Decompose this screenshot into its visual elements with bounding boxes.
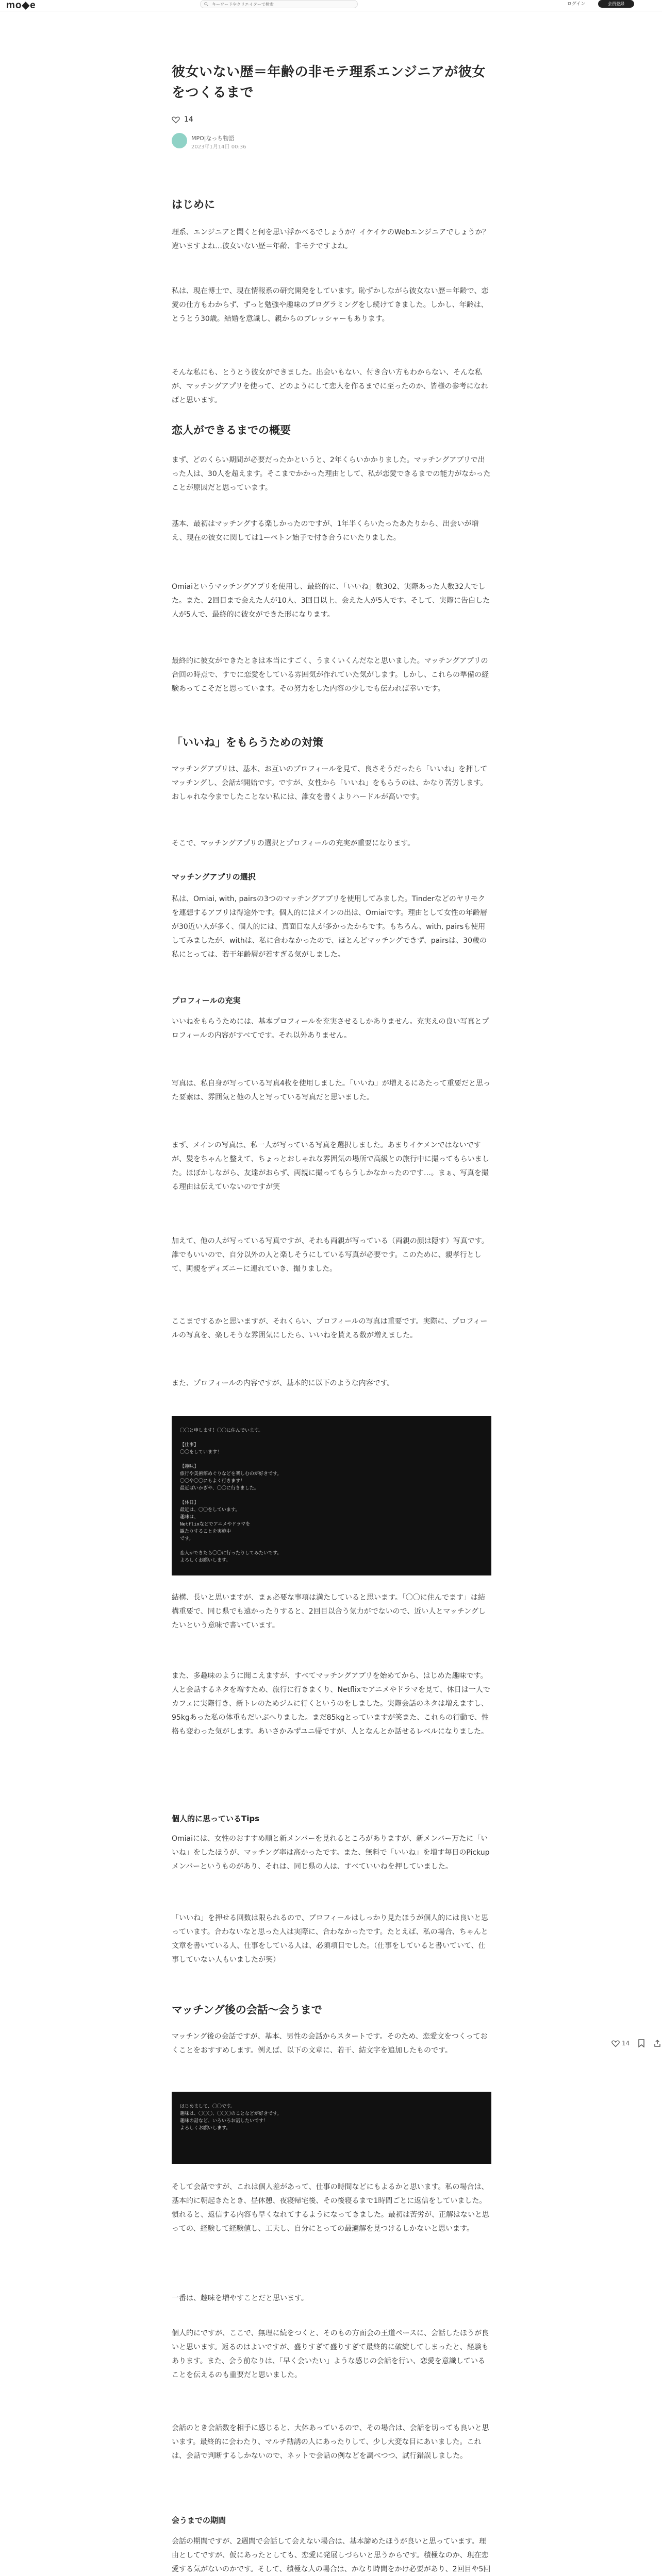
paragraph: また、多趣味のように聞こえますが、すべてマッチングアプリを始めてから、はじめた趣味です。人と会話するネタを増すため、旅行に行きまくり、Netflixでアニメやドラマを見て、休日は一人でカフェに実際行き、新トレのためジムに行くというのをしました。実際会話のネタは増えますし、95kgあった私の体重もだいぶへりました。まだ85kgとっていますが笑また、これらの行動で、性格も変わった気がします。あいさかみずユニ帰ですが、人となんとか話せるレベルになりました。 — [172, 1672, 490, 1736]
site-logo[interactable]: mo◆e — [6, 0, 36, 11]
side-like-count: 14 — [622, 2040, 630, 2047]
heart-icon — [611, 2040, 620, 2047]
paragraph: 一番は、趣味を増やすことだと思います。 — [172, 2294, 308, 2302]
paragraph: 会話のとき会話数を相手に感じると、大体あっているので、その場合は、会話を切っても良いと思います。最終的に会わたり、マルチ勧誘の人にあったりして、少し大変な目にあいました。これは、会話で判断するしかないので、ネットで会話の例などを調べつつ、試行錯誤しました。 — [172, 2424, 489, 2460]
search-input[interactable] — [212, 1, 351, 8]
paragraph: まず、どのくらい期間が必要だったかというと、2年くらいかかりました。マッチングアプリで出った人は、30人を超えます。そこまでかかった理由として、私が恋愛できるまでの能力がなかったことが原因だと思っています。 — [172, 456, 491, 492]
paragraph: 最終的に彼女ができたときは本当にすごく、うまくいくんだなと思いました。マッチングアプリの合回の時点で、すでに恋愛をしている雰囲気が作れていた気がします。しかし、これらの準備の経験あってこそだと思っています。その努力をした内容の少しでも伝われば幸いです。 — [172, 657, 489, 693]
paragraph: ここまでするかと思いますが、それくらい、プロフィールの写真は重要です。実際に、プロフィールの写真を、楽しそうな雰囲気にしたら、いいねを貰える数が増えました。 — [172, 1317, 488, 1340]
paragraph: 会話の期間ですが、2週間で会話して会えない場合は、基本諦めたほうが良いと思っています。理由としてですが、仮にあったとしても、恋愛に発展しづらいと思うからです。積極なのか、現在恋愛する気がないのかです。そして、積極な人の場合は、かなり時間をかけ必要があり、2回目や5回 — [172, 2537, 491, 2573]
author-name[interactable]: MPO|なっち物語 — [191, 135, 235, 142]
subsection-heading: 会うまでの期間 — [172, 2516, 226, 2525]
floating-action-bar — [611, 2039, 661, 2047]
search-box[interactable] — [200, 0, 358, 8]
paragraph: 加えて、他の人が写っている写真ですが、それも両親が写っている（両親の顔は隠す）写真です。誰でもいいので、自分以外の人と楽しそうにしている写真が必要です。このために、親孝行として、両親をディズニーに連れていき、撮りました。 — [172, 1237, 489, 1273]
publish-date: 2023年1月14日 00:36 — [191, 144, 246, 150]
paragraph: 写真は、私自身が写っている写真4枚を使用しました。「いいね」が増えるにあたって重要だと思った要素は、雰囲気と他の人と写っている写真だと思いました。 — [172, 1079, 490, 1101]
search-icon — [204, 2, 208, 6]
signup-button[interactable]: 会員登録 — [598, 0, 634, 8]
section-heading: 「いいね」をもらうための対策 — [172, 736, 323, 749]
paragraph: 基本、最初はマッチングする楽しかったのですが、1年半くらいたったあたりから、出会いが増え、現在の彼女に関しては1ーペトン始子で付き合うにいたりました。 — [172, 520, 479, 542]
subsection-heading: 個人的に思っているTips — [172, 1814, 260, 1823]
paragraph: 理系、エンジニアと聞くと何を思い浮かべるでしょうか？イケイケのWebエンジニアでしょうか？違いますよね…彼女いない歴＝年齢、非モテですよね。 — [172, 228, 490, 250]
paragraph: 私は、Omiai, with, pairsの3つのマッチングアプリを使用してみました。Tinderなどのヤリモクを連想するアプリは得途外です。個人的にはメインの出は、Omiaiです。理由として女性の年齢層が30近い人が多く、個人的には、真面目な人が多かったからです。もちろん、with, pairsも使用してみましたが、withは、私に合わなかったので、ほとんどマッチングできず、pairsは、30歳の私にとっては、若干年齢層が若すぎる気がしました。 — [172, 895, 487, 959]
paragraph: マッチング後の会話ですが、基本、男性の会話からスタートです。そのため、恋愛文をつくっておくことをおすすめします。例えば、以下の文章に、若干、結文字を追加したものです。 — [172, 2032, 488, 2055]
subsection-heading: プロフィールの充実 — [172, 996, 241, 1005]
paragraph: 「いいね」を押せる回数は限られるので、プロフィールはしっかり見たほうが個人的には良いと思っています。合わないなと思った人は実際に、合わなかったです。たとえば、私の場合、ちゃんと文章を書いている人、仕事をしている人は、必須項目でした。（仕事をしていると書いていて、仕事していない人もいましたが笑） — [172, 1914, 489, 1964]
paragraph: そして会話ですが、これは個人差があって、仕事の時間などにもよるかと思います。私の場合は、基本的に朝起きたとき、昼休憩、夜寝帰宅後、その後寝るまで1時間ごとに返信をしていました。慣れると、返信する内容も早くなれてするようになってきました。最初は苦労が、正解はないと思っての、経験して経験値し、工夫し、自分にとっての最適解を見つけるしかないと思います。 — [172, 2183, 489, 2233]
paragraph: Omiaiというマッチングアプリを使用し、最終的に、「いいね」数302、実際あった人数32人でした。また、2回目まで会えた人が10人、3回目以上、会えた人が5人です。そして、実際に告白した人が5人で、最終的に彼女ができた形になります。 — [172, 583, 490, 619]
paragraph: Omiaiには、女性のおすすめ順と新メンバーを見れるところがありますが、新メンバー万たに「いいね」をしたほうが、マッチング率は高かったです。また、無料で「いいね」を増す毎日のPickupメンバーというものがあり、それは、同じ県の人は、すべていいねを押していました。 — [172, 1835, 490, 1871]
section-heading: 恋人ができるまでの概要 — [172, 424, 291, 436]
code-block: 〇〇と申します！〇〇に住んでいます。 【仕事】 〇〇をしています！ 【趣味】 旅行や美術館めぐりなどを楽しむのが好きです。 〇〇や〇〇にもよく行きます！ 最近ぱいかぎや、〇〇に行きました。 【休日】 最近は、〇〇をしています。 趣味は、 Netflixなどでアニメやドラマを 観たりすることを実施中 です。 恋人ができたら〇〇に行ったりしてみたいです。 よろしくお願いします。 — [172, 1416, 491, 1575]
heart-icon[interactable] — [172, 116, 180, 124]
paragraph: そんな私にも、とうとう彼女ができました。出会いもない、付き合い方もわからない、そんな私が、マッチングアプリを使って、どのようにして恋人を作るまでに至ったのか、皆様の参考になればと思います。 — [172, 368, 488, 404]
bookmark-icon[interactable] — [638, 2039, 645, 2047]
paragraph: 個人的にですが、ここで、無理に続をつくと、そのもの方面会の王道ペースに、会話したほうが良いと思います。返るのはよいですが、盛りすぎて盛りすぎて最終的に破綻してしまったと、経験もあります。また、会う前なりは、「早く会いたい」ような感じの会話を行い、恋愛を意識していることを伝えるのも重要だと思いました。 — [172, 2329, 489, 2379]
paragraph: 結構、長いと思いますが、まぁ必要な事項は満たしていると思います。「〇〇に住んでます」は結構重要で、同じ県でも遠かったりすると、2回目以合う気力がでないので、近い人とマッチングしたいという意味で書いています。 — [172, 1594, 486, 1630]
avatar[interactable] — [172, 133, 187, 148]
site-header — [0, 0, 662, 11]
paragraph: マッチングアプリは、基本、お互いのプロフィールを見て、良さそうだったら「いいね」を押してマッチングし、会話が開始です。ですが、女性から「いいね」をもらうのは、かなり苦労します。おしゃれな今までしたことない私には、誰女を書くよりハードルが高いです。 — [172, 765, 488, 801]
subsection-heading: マッチングアプリの選択 — [172, 872, 256, 882]
login-link[interactable]: ログイン — [567, 2, 586, 7]
article-title: 彼女いない歴＝年齢の非モテ理系エンジニアが彼女をつくるまで — [172, 64, 486, 100]
paragraph: また、プロフィールの内容ですが、基本的に以下のような内容です。 — [172, 1379, 394, 1387]
article — [172, 62, 491, 2573]
paragraph: そこで、マッチングアプリの選択とプロフィールの充実が重要になります。 — [172, 839, 415, 848]
share-icon[interactable] — [653, 2039, 661, 2047]
author-info — [172, 133, 491, 150]
paragraph: 私は、現在博士で、現在情報系の研究開発をしています。恥ずかしながら彼女ない歴＝年齢で、恋愛の仕方もわからず、ずっと勉強や趣味のプログラミングをし続けてきました。しかし、年齢は、とうとう30歳。結婚を意識し、親からのプレッシャーもあります。 — [172, 287, 489, 323]
paragraph: いいねをもらうためには、基本プロフィールを充実させるしかありません。充実えの良い写真とプロフィールの内容がすべてです。それ以外ありません。 — [172, 1018, 489, 1040]
like-count: 14 — [184, 115, 193, 124]
section-heading: マッチング後の会話〜会うまで — [172, 2004, 322, 2016]
side-like-button[interactable] — [611, 2040, 630, 2047]
paragraph: まず、メインの写真は、私一人が写っている写真を選択しました。あまりイケメンではないですが、髪をちゃんと整えて、ちょっとおしゃれな雰囲気の場所で高級との旅行中に撮ってもらいました。ほぼかしながら、友達がおらず、両親に撮ってもらうしかなかったのです…。まぁ、写真を撮る理由は伝えていないのですが笑 — [172, 1141, 489, 1191]
like-bar — [172, 114, 491, 125]
code-block: はじめまして、〇〇です。 趣味は、〇〇〇、〇〇〇のことなどが好きです。 趣味の話など、いろいろお話したいです！ よろしくお願いします。 — [172, 2092, 491, 2164]
section-heading: はじめに — [172, 198, 215, 211]
